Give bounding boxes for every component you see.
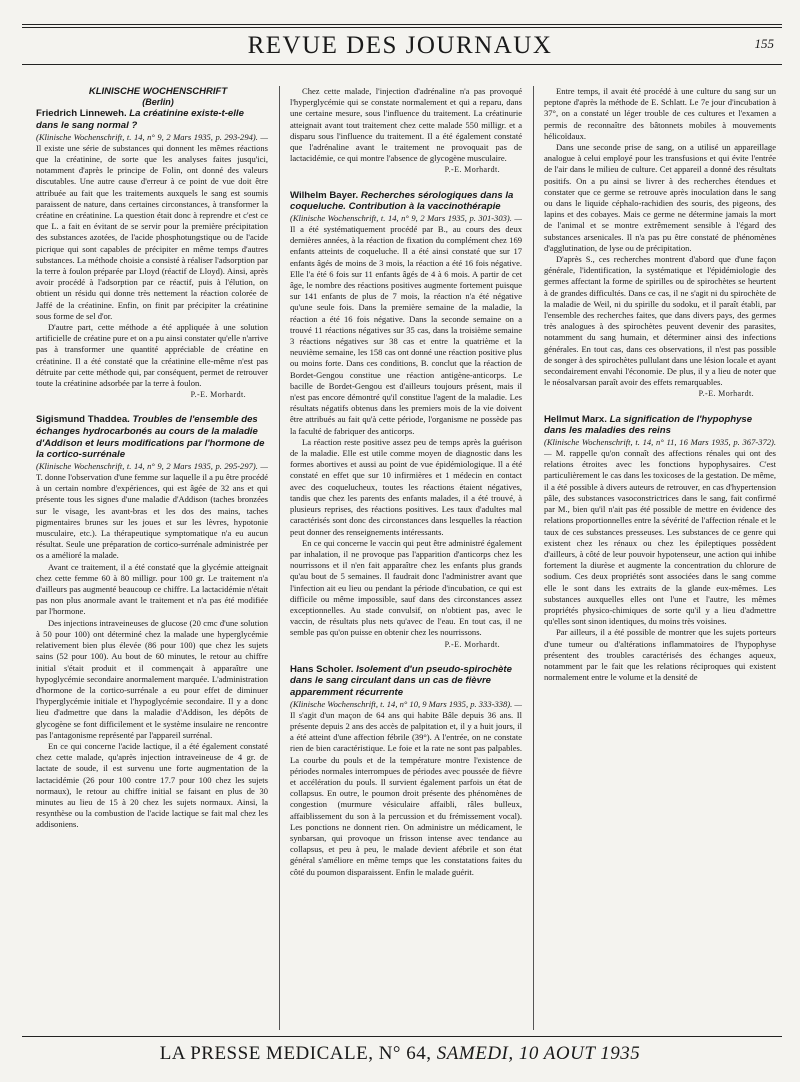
article-author: Hellmut Marx.	[544, 413, 607, 425]
article-paragraph: T. donne l'observation d'une femme sur laquelle il a pu être procédé à un certain nombre d'expériences, qui est âgée de 32 ans et qui présente tous les signes d'une maladie d'Addison (taches bronzées sur le visage, les avant-bras et les dos des mains, taches pigmentaires brunes sur les joues et sur les lèvres, hypotonie musculaire, etc.). La thérapeutique symptomatique n'a eu aucun résultat. Seule une préparation de cortico-surrénale administrée per os a amélioré la malade.	[36, 472, 268, 561]
column-3	[544, 86, 776, 1030]
article-paragraph: D'après S., ces recherches montrent d'abord que d'une façon générale, l'identification, la systématique et l'épidémiologie des germes affectant la forme de spirilles ou de spirochètes se heurtent à de grandes difficultés. Dans ce cas, il ne s'agit ni du spirochète de la maladie de Weil, ni du spirille du sodoku, et il paraît établi, par l'ensemble des recherches faites, que dans divers pays, des germes très analogues à des spirochètes peuvent devenir des parasites, notamment du sang humain, et déterminer ainsi des infections générales. En tout cas, dans ces observations, il n'est pas possible de songer à des spirochètes pullulant dans une lésion locale et ayant secondairement envahi l'économie. De plus, il y a lieu de noter que le néosalvarsan paraît avoir des effets remarquables.	[544, 254, 776, 388]
article-signature: P.-E. Morhardt.	[190, 390, 246, 400]
header-rule-top	[22, 24, 782, 25]
header-rule-top-2	[22, 27, 782, 28]
page-number: 155	[754, 36, 774, 51]
article-heading	[544, 414, 776, 437]
article-ref: (Klinische Wochenschrift, t. 14, n° 9, 2 Mars 1935, p. 295-297). —	[36, 460, 268, 471]
article-signature: P.-E. Morhardt.	[444, 639, 500, 649]
page-header-title: REVUE DES JOURNAUX	[247, 32, 553, 59]
article-paragraph: En ce qui concerne le vaccin qui peut être administré également par inhalation, il ne provoque pas l'apparition d'anticorps chez les nourrissons et il n'en fait apparaître chez les enfants plus grands qu'au bout de 5 semaines. Il faudrait donc l'administrer avant que l'infection ait eu lieu ou pendant la période d'incubation, ce qui est difficile ou même impossible, sauf dans des circonstances assez exceptionnelles. Au stade convulsif, on n'obtient pas, avec le vaccin, de résultats plus nets qu'avec de l'eau. En tout cas, il ne semble pas qu'on puisse en obtenir chez les nourrissons.	[290, 537, 522, 638]
article-paragraph: M. rappelle qu'on connaît des affections rénales qui ont des relations étroites avec les fonctions hypophysaires. C'est particulièrement le cas dans les toxicoses de la gestation. De même, il a été possible à divers auteurs de retrouver, en cas d'hypertension pâle, des substances vasoconstrictrices dans le sang, fait confirmé par M., bien qu'il n'ait pas été possible de mettre en évidence des relations proportionnelles entre la sévérité de l'affection rénale et le taux de ces substances presseuses. Les substances de ce genre qui existent chez les rénaux ou chez les épileptiques possèdent d'ailleurs, à côté de leur pouvoir hypotenseur, une action qui inhibe fortement la diurèse et augmente la concentration du chlorure de sodium. Ces deux propriétés sont associées dans le sang comme elle le sont dans les extraits de la glande eux-mêmes. Les substances auxquelles elles ont l'une et l'autre, les mêmes propriétés physico-chimiques de sorte qu'il y a lieu d'admettre qu'elles sont sinon identiques, du moins très voisines.	[544, 448, 776, 627]
article-heading	[290, 190, 522, 213]
column-divider-2	[533, 86, 534, 1030]
article-author: Friedrich Linneweh.	[36, 108, 127, 120]
article-author: Wilhelm Bayer.	[290, 189, 359, 201]
article-paragraph: Il existe une série de substances qui donnent les mêmes réactions que la créatinine, de sorte que les analyses faites jusqu'ici, notamment d'après le principe de Folin, ont donné des valeurs discutables. Une autre cause d'erreur à ce point de vue doit être attribuée au fait que les traitements auxquels le sang est soumis paraissent de nature, dans certaines circonstances, à transformer la créatine en créatinine. La question était donc à reprendre et c'est ce que L. a fait en évitant de se servir pour la première précipitation des substances azotées, de l'acide phosphotungstique ou de l'acide picrique qui sont capables de précipiter en même temps d'autres substances. La méthode choisie a consisté à réaliser l'adsorption par la terre à foulon préparée par Lloyd (réactif de Lloyd). Ainsi, après avoir procédé à l'adsorption par ce réactif, puis à l'élution, on obtient un résidu qui donne très nettement la réaction colorée de Jaffé de la créatinine. Enfin, on finit par précipiter la créatinine sous forme de sel d'or.	[36, 142, 268, 321]
footer-date: SAMEDI, 10 AOUT 1935	[436, 1043, 641, 1064]
footer-journal: LA PRESSE MEDICALE, N° 64,	[159, 1043, 432, 1064]
article-author: Hans Scholer.	[290, 663, 354, 675]
article-4	[290, 664, 522, 878]
article-paragraph: Des injections intraveineuses de glucose (20 cmc d'une solution à 50 pour 100) ont déterminé chez la malade une hyperglycémie relativement bien plus élevée (86 pour 100) que chez les sujets sains (52 pour 100). Au bout de 60 minutes, le retour au chiffre initial s'était produit et il commençait à apparaître une hypoglycémie secondaire anormalement marquée. L'administration d'hormone de la cortico-surrénale a eu pour effet de diminuer l'hyperglycémie initiale et l'hypoglycémie secondaire. Il y a donc lieu d'admettre que dans la maladie d'Addison, les dépôts de glycogène se font difficilement et le système insulaire ne rencontre pas l'antagonisme représenté par l'appareil surrénal.	[36, 617, 268, 740]
article-title: Isolement d'un pseudo-spirochète dans le sang circulant dans un cas de fièvre apparemment récurrente	[290, 663, 512, 698]
article-ref: (Klinische Wochenschrift, t. 14, n° 9, 2 Mars 1935, p. 293-294). —	[36, 131, 268, 142]
section-journal: KLINISCHE WOCHENSCHRIFT	[88, 86, 228, 97]
header-rule-bottom	[22, 64, 782, 65]
article-ref: (Klinische Wochenschrift, t. 14, n° 11, 16 Mars 1935, p. 367-372). —	[544, 436, 776, 459]
article-title: La créatinine existe-t-elle dans le sang normal ?	[36, 108, 244, 131]
article-paragraph: Dans une seconde prise de sang, on a utilisé un appareillage analogue à celui employé pour les transfusions et qui évite l'entrée de l'air dans le milieu de culture. Cet appareil a donné des résultats positifs. On a pu ainsi se livrer à des recherches étendues et constater que ce germe se retrouve après inoculation dans le sang ou dans le liquide céphalo-rachidien des souris, des pigeons, des lapins et des cobayes. Mais ce germe ne détermine jamais la mort de l'animal et se montre extrêmement sensible à l'égard des substances arsenicales. Il n'a pas pu être constaté de phénomènes d'agglutination, de lyse ou de précipitation.	[544, 142, 776, 253]
article-paragraph: Par ailleurs, il a été possible de montrer que les sujets porteurs d'une tumeur ou d'altérations inflammatoires de l'hypophyse présentent des troubles caractérisés des échanges aqueux, notamment par le fait que les relations réciproques qui existent normalement entre le volume et la densité de	[544, 627, 776, 683]
section-city: (Berlin)	[142, 97, 174, 108]
article-paragraph: Chez cette malade, l'injection d'adrénaline n'a pas provoqué l'hyperglycémie qui se constate normalement et qui a reparu, dans une certaine mesure, sous l'influence du traitement. La créatinurie atteignait avant tout traitement chez cette malade 550 milligr. et a disparu sous l'influence du traitement. Il a été également constaté que l'adrénaline avant le traitement ne provoquait pas de lactacidémie, ce qui montre l'absence de glycogène musculaire.	[290, 86, 522, 164]
article-paragraph: D'autre part, cette méthode a été appliquée à une solution artificielle de créatine pure et on a pu ainsi constater qu'elle n'arrive pas à transformer une quantité appréciable de créatine en créatinine. Il a été constaté que la créatinine elle-même n'est pas détruite par cette méthode qui, par conséquent, permet de retrouver toute la créatinine adsorbée par la terre à foulon.	[36, 322, 268, 389]
article-author: Sigismund Thaddea.	[36, 414, 130, 426]
article-paragraph: Entre temps, il avait été procédé à une culture du sang sur un peptone d'après la méthode de E. Schlatt. Le 7e jour d'incubation à 37°, on a constaté un léger trouble de ces cultures et l'examen a permis de reconnaître des bâtonnets mobiles à mouvements hélicoïdaux.	[544, 86, 776, 141]
article-ref: (Klinische Wochenschrift, t. 14, n° 9, 2 Mars 1935, p. 301-303). —	[290, 212, 522, 223]
article-heading	[36, 414, 268, 460]
article-1	[36, 108, 268, 400]
article-signature: P.-E. Morhardt.	[698, 389, 754, 399]
article-title: Troubles de l'ensemble des échanges hydrocarbonés au cours de la maladie d'Addison et leurs modifications par l'hormone de la cortico-surrénale	[36, 414, 265, 461]
article-ref: (Klinische Wochenschrift, t. 14, n° 10, 9 Mars 1935, p. 333-338). —	[290, 698, 522, 709]
article-3	[290, 190, 522, 650]
column-divider-1	[279, 86, 280, 1030]
footer-rule	[22, 1036, 782, 1037]
article-signature: P.-E. Morhardt.	[444, 165, 500, 175]
article-title: Recherches sérologiques dans la coqueluche. Contribution à la vaccinothérapie	[290, 189, 514, 213]
article-paragraph: En ce qui concerne l'acide lactique, il a été également constaté chez cette malade, qu'après injection intraveineuse de 4 gr. de lactate de soude, il est survenu une forte augmentation de la lactacidémie (26 pour 100 contre 17.7 pour 100 chez les sujets normaux), le retour au chiffre initial se faisant en plus de 30 minutes au lieu de 15 à 20 chez les sujets normaux. Ainsi, la resynthèse ou la combustion de l'acide lactique se fait mal chez les addisoniens.	[36, 740, 268, 830]
article-paragraph: Il s'agit d'un maçon de 64 ans qui habite Bâle depuis 36 ans. Il présente depuis 2 ans des accès de palpitation et, il y a huit jours, il a été atteint d'une affection fébrile (39°). A l'entrée, on ne constate rien de bien caractéristique. Le foie et la rate ne sont pas palpables. La courbe du pouls et de la température montre l'existence de périodes normales interrompues de périodes avec poussée de fièvre et accélération du pouls. Il survient également parfois un état de collapsus. En outre, le poumon droit présente des phénomènes de congestion (murmure vésiculaire affaibli, râles bulleux, affaiblissement du son à la percussion et du frémissement vocal). Les ponctions ne donnent rien. On administre un médicament, le synbarsan, qui provoque un frisson intense avec tendance au collapsus, et peu à peu, le malade devient afébrile et son état général s'améliore en même temps que les constatations faites du côté du poumon disparaissent. Enfin le malade guérit.	[290, 709, 522, 877]
article-heading	[290, 664, 522, 699]
page-footer	[0, 1043, 800, 1065]
article-heading	[36, 108, 268, 131]
article-paragraph: La réaction reste positive assez peu de temps après la guérison de la maladie. Elle est utile comme moyen de diagnostic dans les formes abortives et aussi au point de vue épidémiologique. Il a été constaté en effet que sur 10 infirmières et 1 médecin en contact avec des coquelucheux, toutes les réactions étaient négatives, tandis que chez les parents des enfants malades, il a été trouvé, à plusieurs reprises, des réactions positives. Les taux d'adultes mal caractérisés sont donc des circonstances dans lesquelles la réaction peut donner des renseignements intéressants.	[290, 436, 522, 537]
article-2	[36, 414, 268, 830]
column-2	[290, 86, 522, 1030]
article-paragraph: Il a été systématiquement procédé par B., au cours des deux dernières années, à la réaction de fixation du complément chez 169 enfants atteints de coqueluche. Il a été ainsi constaté que sur 17 enfants âgés de moins de 3 mois, la réaction a été 16 fois négative. Elle l'a été 6 fois sur 11 enfants âgés de 4 à 6 mois. A partir de cet âge, le nombre des réactions positives augmente fortement puisque sur 141 enfants de plus de 7 mois, la réaction n'a été négative qu'une seule fois. Dans la première semaine de la maladie, la réaction a été 16 fois négative. Dans la seconde semaine on a trouvé 11 réactions négatives sur 35 cas, dans la troisième semaine 3 réactions négatives sur 38 cas et entre la quatrième et la neuvième semaine, les 158 cas ont donné une réaction positive plus ou moins forte. Dans ces conditions, B. conclut que la réaction de Bordet-Gengou constitue une réaction antigène-anticorps. Le bacille de Bordet-Gengou est d'ailleurs toujours présent, mais il n'est pas encore démontré qu'il constitue l'agent de la maladie. Les résultats négatifs obtenus dans les premiers mois de la vie doivent être attribués au fait qu'à cette période, l'organisme ne possède pas la faculté de fabriquer des anticorps.	[290, 224, 522, 436]
article-title: La signification de l'hypophyse dans les maladies des reins	[544, 413, 753, 437]
article-5	[544, 414, 776, 684]
column-1	[36, 86, 268, 1030]
article-paragraph: Avant ce traitement, il a été constaté que la glycémie atteignait chez cette femme 60 à 80 milligr. pour 100 gr. Le traitement n'a d'ailleurs pas augmenté beaucoup ce chiffre. La lactacidémie n'était pas non plus anormale avant le traitement et n'a pas été modifiée par l'hormone.	[36, 561, 268, 617]
